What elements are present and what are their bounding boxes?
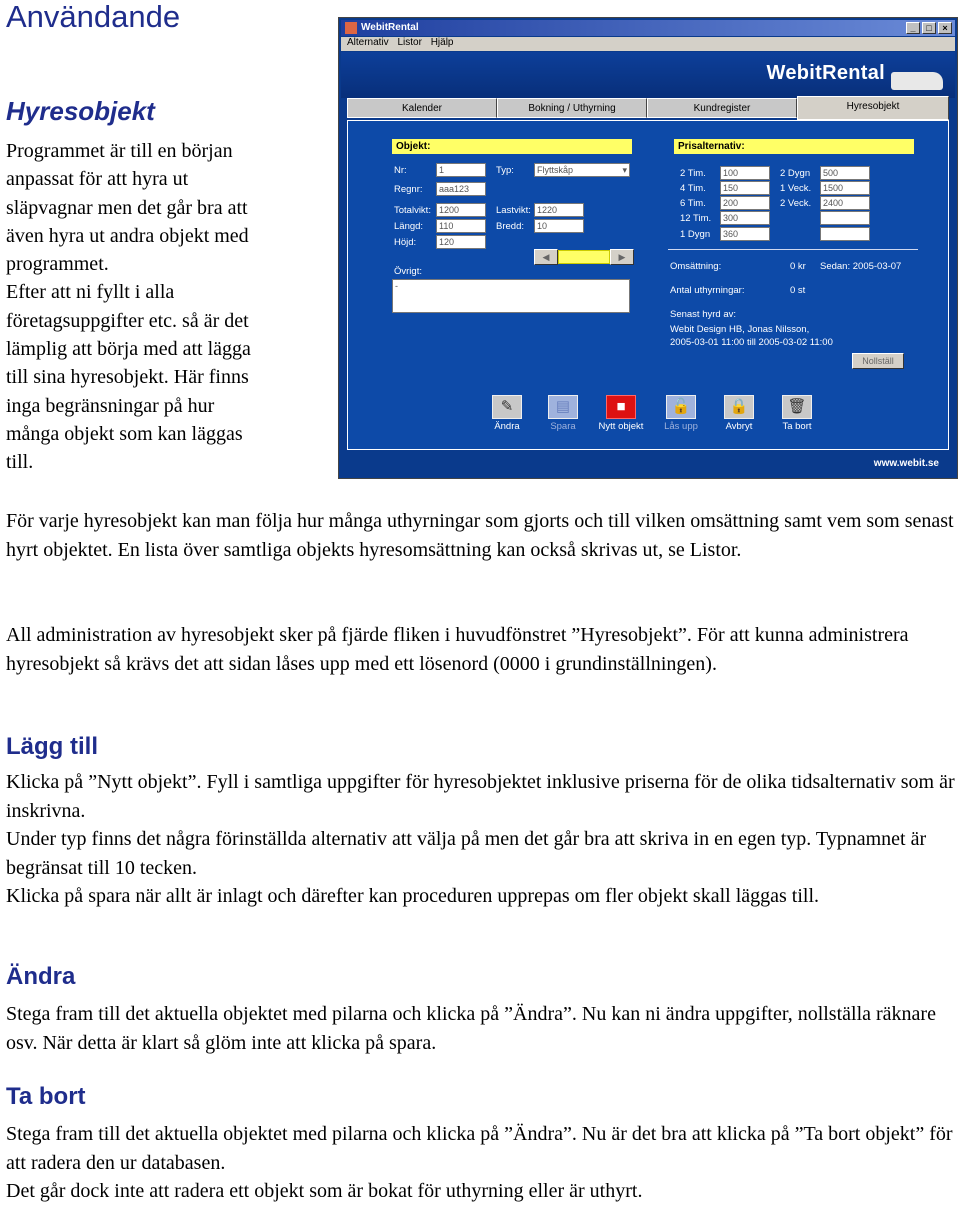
andra-button[interactable] — [482, 393, 532, 437]
next-arrow-icon[interactable]: ▶ — [610, 249, 634, 265]
pris-field[interactable]: 1500 — [820, 181, 870, 195]
section-title-andra: Ändra — [6, 963, 76, 990]
langd-label: Längd: — [394, 221, 424, 232]
paragraph-overview: För varje hyresobjekt kan man följa hur många uthyrningar som gjorts och till vilken omsättning samt vem som senast hyrt objektet. En lista över samtliga objekts hyresomsättning kan också skrivas ut, se Listor. — [6, 510, 954, 561]
nytt-objekt-label: Nytt objekt — [598, 421, 644, 432]
pris-field[interactable]: 500 — [820, 166, 870, 180]
app-screenshot — [338, 17, 958, 479]
menu-bar — [341, 37, 955, 51]
uthyrningar-value: 0 st — [790, 285, 806, 296]
maximize-icon[interactable]: □ — [922, 22, 936, 34]
tab-hyresobjekt[interactable]: Hyresobjekt — [797, 96, 949, 120]
regnr-field[interactable]: aaa123 — [436, 182, 486, 196]
paragraph-ta-bort-2: Det går dock inte att radera ett objekt som är bokat för uthyrning eller är uthyrt. — [6, 1180, 643, 1202]
intro-line: även hyra ut andra objekt med — [6, 224, 249, 247]
chevron-down-icon: ▾ — [622, 165, 627, 175]
app-icon — [345, 22, 357, 34]
pris-field[interactable]: 150 — [720, 181, 770, 195]
menu-alternativ[interactable]: Alternativ — [347, 37, 389, 48]
hyresobjekt-panel — [347, 120, 949, 450]
hojd-label: Höjd: — [394, 237, 417, 248]
pris-label: 2 Dygn — [780, 168, 811, 179]
save-icon: ▤ — [548, 395, 578, 419]
typ-select[interactable] — [534, 163, 630, 177]
totalvikt-field[interactable]: 1200 — [436, 203, 486, 217]
avbryt-button[interactable] — [714, 393, 764, 437]
typ-value: Flyttskåp — [537, 165, 574, 175]
objekt-header: Objekt: — [392, 139, 632, 154]
nytt-objekt-button[interactable] — [596, 393, 646, 437]
spara-label: Spara — [550, 421, 576, 432]
intro-line: många objekt som kan läggas — [6, 422, 243, 445]
nr-label: Nr: — [394, 165, 407, 176]
pris-label: 12 Tim. — [680, 213, 712, 224]
paragraph-administration: All administration av hyresobjekt sker på fjärde fliken i huvudfönstret ”Hyresobjekt”. För att kunna administrera hyresobjekt så krävs det att sidan låses upp med ett lösenord (0000 i grundinställningen). — [6, 624, 909, 675]
avbryt-label: Avbryt — [725, 421, 753, 432]
close-icon[interactable]: × — [938, 22, 952, 34]
pris-field[interactable]: 300 — [720, 211, 770, 225]
intro-line: Programmet är till en början — [6, 140, 233, 162]
sedan-text: Sedan: 2005-03-07 — [820, 261, 902, 272]
pris-label: 1 Veck. — [780, 183, 812, 194]
brand-logo-text: WebitRental — [766, 62, 885, 84]
bredd-field[interactable]: 10 — [534, 219, 584, 233]
paragraph-lagg-till-1: Klicka på ”Nytt objekt”. Fyll i samtliga uppgifter för hyresobjektet inklusive priserna för de olika tidsalternativ som är inskrivna. — [6, 771, 955, 822]
unlock-icon: 🔓 — [666, 395, 696, 419]
pris-field[interactable]: 100 — [720, 166, 770, 180]
lastvikt-field[interactable]: 1220 — [534, 203, 584, 217]
nollstall-button[interactable]: Nollställ — [852, 353, 904, 369]
minimize-icon[interactable]: _ — [906, 22, 920, 34]
page-heading: Användande — [6, 0, 181, 34]
tab-kalender[interactable]: Kalender — [347, 98, 497, 118]
ta-bort-button[interactable] — [772, 393, 822, 437]
omsattning-label: Omsättning: — [670, 261, 722, 272]
pris-field[interactable]: 360 — [720, 227, 770, 241]
section-title-ta-bort: Ta bort — [6, 1083, 86, 1110]
totalvikt-label: Totalvikt: — [394, 205, 431, 216]
window-titlebar — [341, 20, 955, 36]
uthyrningar-label: Antal uthyrningar: — [670, 285, 745, 296]
nr-field[interactable]: 1 — [436, 163, 486, 177]
intro-line: företagsuppgifter etc. så är det — [6, 309, 249, 332]
andra-label: Ändra — [494, 421, 520, 432]
pris-field-empty[interactable] — [820, 211, 870, 225]
website-url: www.webit.se — [873, 458, 939, 469]
trash-icon: 🗑 — [782, 395, 812, 419]
intro-line: till. — [6, 451, 34, 474]
edit-icon: ✎ — [492, 395, 522, 419]
intro-line: till sina hyresobjekt. Här finns — [6, 366, 249, 389]
regnr-label: Regnr: — [394, 184, 423, 195]
ta-bort-label: Ta bort — [782, 421, 812, 432]
paragraph-lagg-till-3: Klicka på spara när allt är inlagt och därefter kan proceduren upprepas om fler objekt skall läggas till. — [6, 885, 820, 907]
senast-tid: 2005-03-01 11:00 till 2005-03-02 11:00 — [670, 337, 833, 348]
window-title: WebitRental — [361, 22, 419, 33]
paragraph-ta-bort-1: Stega fram till det aktuella objektet med pilarna och klicka på ”Ändra”. Nu är det bra att klicka på ”Ta bort objekt” för att radera den ur databasen. — [6, 1123, 953, 1174]
hojd-field[interactable]: 120 — [436, 235, 486, 249]
ovrigt-label: Övrigt: — [394, 266, 422, 277]
lastvikt-label: Lastvikt: — [496, 205, 531, 216]
record-indicator — [558, 250, 610, 264]
tab-bar — [347, 98, 949, 120]
intro-line: Efter att ni fyllt i alla — [6, 281, 175, 304]
brand-banner — [341, 52, 955, 98]
tab-bokning[interactable]: Bokning / Uthyrning — [497, 98, 647, 118]
intro-line: inga begränsningar på hur — [6, 394, 215, 417]
ovrigt-textarea[interactable]: - — [392, 279, 630, 313]
pris-label: 1 Dygn — [680, 229, 711, 240]
pris-field[interactable]: 2400 — [820, 196, 870, 210]
pris-label: 2 Tim. — [680, 168, 706, 179]
section-title-lagg-till: Lägg till — [6, 733, 98, 760]
paragraph-lagg-till-2: Under typ finns det några förinställda alternativ att välja på men det går bra att skriva in en egen typ. Typnamnet är begränsat till 10 tecken. — [6, 828, 927, 879]
prisalternativ-header: Prisalternativ: — [674, 139, 914, 154]
divider — [668, 249, 918, 250]
pris-label: 2 Veck. — [780, 198, 812, 209]
trailer-new-icon: ■ — [606, 395, 636, 419]
lock-icon: 🔒 — [724, 395, 754, 419]
intro-line: lämplig att börja med att lägga — [6, 338, 251, 361]
intro-line: programmet. — [6, 253, 109, 276]
menu-hjalp[interactable]: Hjälp — [430, 37, 454, 48]
las-upp-button[interactable] — [656, 393, 706, 437]
spara-button[interactable] — [538, 393, 588, 437]
senast-namn: Webit Design HB, Jonas Nilsson, — [670, 324, 810, 335]
intro-line: anpassat för att hyra ut — [6, 168, 189, 191]
previous-arrow-icon[interactable]: ◀ — [534, 249, 558, 265]
langd-field[interactable]: 110 — [436, 219, 486, 233]
pris-field[interactable]: 200 — [720, 196, 770, 210]
pris-label: 6 Tim. — [680, 198, 706, 209]
menu-listor[interactable]: Listor — [397, 37, 422, 48]
omsattning-value: 0 kr — [790, 261, 806, 272]
intro-paragraph — [6, 137, 326, 477]
typ-label: Typ: — [496, 165, 514, 176]
tab-kundregister[interactable]: Kundregister — [647, 98, 797, 118]
pris-label: 4 Tim. — [680, 183, 706, 194]
trailer-icon — [891, 72, 943, 90]
bredd-label: Bredd: — [496, 221, 524, 232]
pris-field-empty[interactable] — [820, 227, 870, 241]
section-title-hyresobjekt: Hyresobjekt — [6, 96, 155, 126]
las-upp-label: Lås upp — [664, 421, 698, 432]
senast-label: Senast hyrd av: — [670, 309, 737, 320]
intro-line: släpvagnar men det går bra att — [6, 196, 248, 219]
paragraph-andra: Stega fram till det aktuella objektet med pilarna och klicka på ”Ändra”. Nu kan ni ändra uppgifter, nollställa räknare osv. När detta är klart så glöm inte att klicka på spara. — [6, 1003, 936, 1054]
